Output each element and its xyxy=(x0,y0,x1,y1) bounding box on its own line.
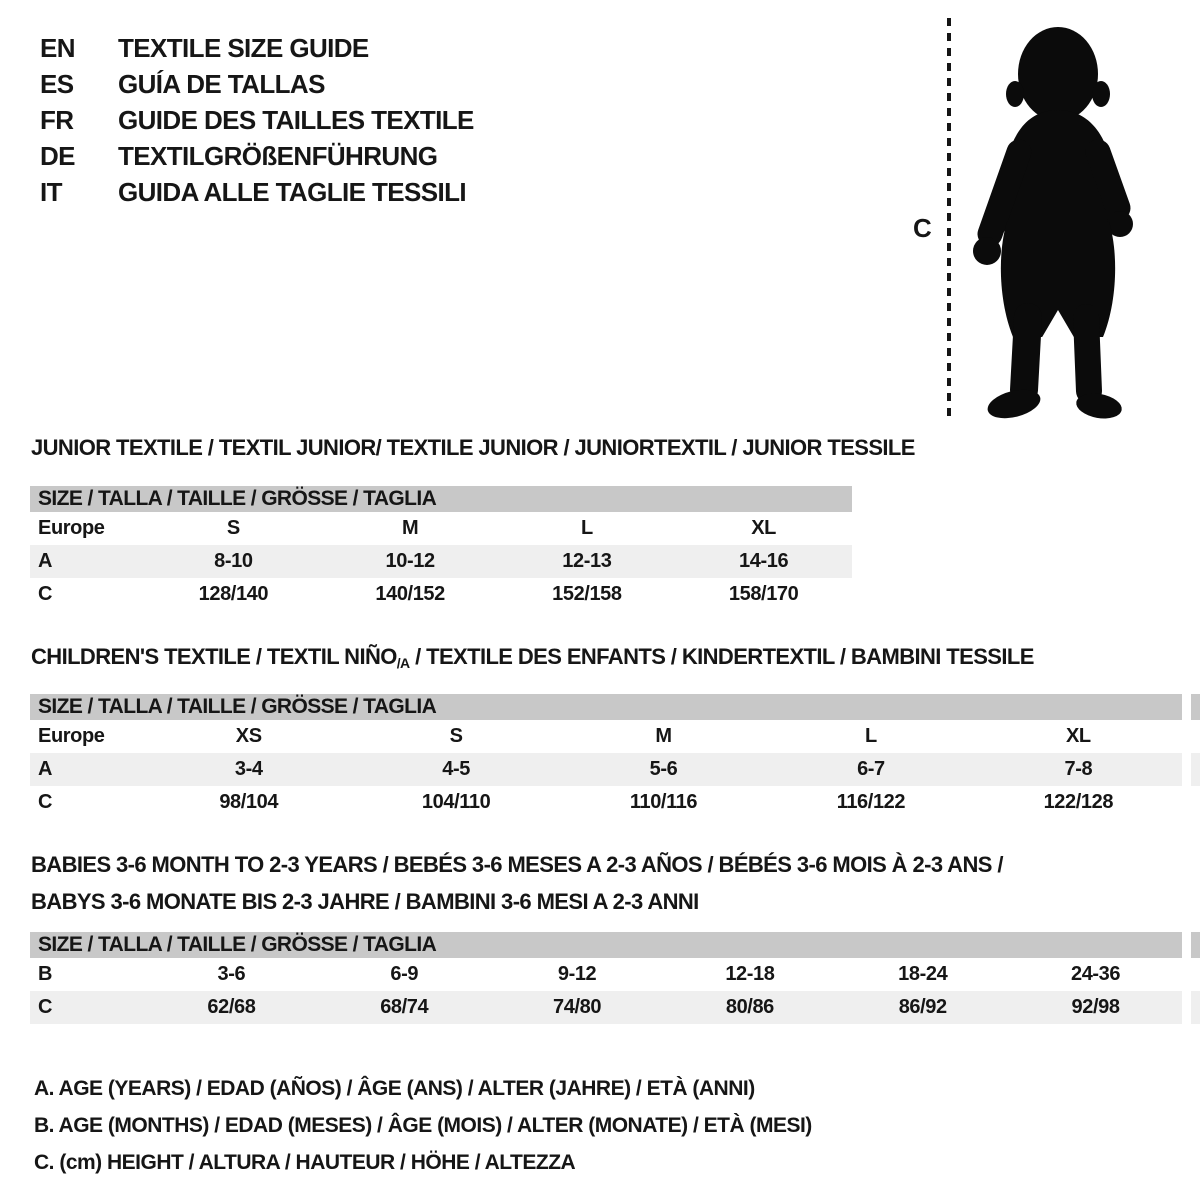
table-row xyxy=(30,545,852,578)
lang-code: IT xyxy=(40,176,62,207)
table-cell: 110/116 xyxy=(629,791,698,813)
children-table-header: SIZE / TALLA / TAILLE / GRÖSSE / TAGLIA xyxy=(30,694,1182,720)
table-cell: 4-5 xyxy=(442,758,470,780)
babies-table-header: SIZE / TALLA / TAILLE / GRÖSSE / TAGLIA xyxy=(30,932,1182,958)
table-cell: XL xyxy=(751,517,776,539)
children-title-prefix: CHILDREN'S TEXTILE / TEXTIL NIÑO xyxy=(31,644,397,669)
row-label: B xyxy=(38,963,53,985)
table-cell: 158/170 xyxy=(728,583,799,605)
lang-row-es xyxy=(40,66,474,102)
table-cell: L xyxy=(580,517,593,539)
table-cell: 92/98 xyxy=(1071,996,1120,1018)
table-cell: 122/128 xyxy=(1043,791,1114,813)
table-cell: 5-6 xyxy=(649,758,678,780)
table-row xyxy=(30,958,1182,991)
table-row xyxy=(30,720,1182,753)
junior-table-header: SIZE / TALLA / TAILLE / GRÖSSE / TAGLIA xyxy=(30,486,852,512)
lang-code: FR xyxy=(40,104,74,135)
table-cell: 3-6 xyxy=(217,963,246,985)
table-cell: 86/92 xyxy=(898,996,947,1018)
table-cell: 6-9 xyxy=(390,963,419,985)
lang-title: GUIDE DES TAILLES TEXTILE xyxy=(118,104,474,135)
table-continuation-sliver xyxy=(1191,932,1200,958)
table-cell: 6-7 xyxy=(857,758,885,780)
table-continuation-sliver xyxy=(1191,694,1200,720)
row-label: C xyxy=(38,791,53,813)
children-section-title xyxy=(31,644,1034,671)
table-cell: 7-8 xyxy=(1064,758,1093,780)
row-label: C xyxy=(38,583,53,605)
table-cell: 62/68 xyxy=(207,996,256,1018)
table-cell: XS xyxy=(235,725,262,747)
children-title-sub: /A xyxy=(396,655,410,671)
table-row xyxy=(30,991,1182,1024)
legend-line-a: A. AGE (YEARS) / EDAD (AÑOS) / ÂGE (ANS) / ALTER (JAHRE) / ETÀ (ANNI) xyxy=(34,1076,755,1100)
babies-size-table xyxy=(30,932,1182,1024)
lang-title: GUÍA DE TALLAS xyxy=(118,68,325,99)
table-continuation-sliver xyxy=(1191,991,1200,1024)
table-cell: 152/158 xyxy=(552,583,622,605)
language-title-block xyxy=(40,30,474,210)
lang-row-en xyxy=(40,30,474,66)
table-cell: M xyxy=(655,725,672,747)
table-continuation-sliver xyxy=(1191,753,1200,786)
table-cell: 10-12 xyxy=(385,550,435,572)
junior-size-table xyxy=(30,486,852,611)
legend-line-c: C. (cm) HEIGHT / ALTURA / HAUTEUR / HÖHE / ALTEZZA xyxy=(34,1150,576,1174)
table-cell: 104/110 xyxy=(421,791,491,813)
legend-line-b: B. AGE (MONTHS) / EDAD (MESES) / ÂGE (MOIS) / ALTER (MONATE) / ETÀ (MESI) xyxy=(34,1113,812,1137)
row-label: A xyxy=(38,758,53,780)
table-cell: 74/80 xyxy=(553,996,602,1018)
table-cell: 140/152 xyxy=(375,583,445,605)
lang-code: ES xyxy=(40,68,74,99)
table-cell: 14-16 xyxy=(739,550,789,572)
table-cell: 8-10 xyxy=(214,550,253,572)
table-cell: 12-18 xyxy=(725,963,775,985)
height-measure-label: C xyxy=(913,213,932,243)
lang-row-de xyxy=(40,138,474,174)
babies-section-title-line1: BABIES 3-6 MONTH TO 2-3 YEARS / BEBÉS 3-6 MESES A 2-3 AÑOS / BÉBÉS 3-6 MOIS À 2-3 ANS / xyxy=(31,852,1003,877)
lang-title: TEXTILE SIZE GUIDE xyxy=(118,32,369,63)
children-title-suffix: / TEXTILE DES ENFANTS / KINDERTEXTIL / BAMBINI TESSILE xyxy=(409,644,1034,669)
height-measure-dashed-line xyxy=(947,18,951,416)
table-row xyxy=(30,753,1182,786)
table-cell: S xyxy=(226,517,240,539)
row-label: Europe xyxy=(38,517,105,539)
table-cell: 128/140 xyxy=(198,583,269,605)
row-label: Europe xyxy=(38,725,105,747)
table-cell: 12-13 xyxy=(562,550,612,572)
lang-code: DE xyxy=(40,140,75,171)
table-cell: 9-12 xyxy=(557,963,597,985)
table-cell: XL xyxy=(1065,725,1091,747)
junior-section-title: JUNIOR TEXTILE / TEXTIL JUNIOR/ TEXTILE JUNIOR / JUNIORTEXTIL / JUNIOR TESSILE xyxy=(31,435,915,460)
children-size-table xyxy=(30,694,1182,819)
babies-section-title-line2: BABYS 3-6 MONATE BIS 2-3 JAHRE / BAMBINI 3-6 MESI A 2-3 ANNI xyxy=(31,889,699,914)
measurement-legend xyxy=(34,1070,812,1181)
table-cell: 116/122 xyxy=(836,791,906,813)
table-cell: L xyxy=(865,725,877,747)
row-label: C xyxy=(38,996,53,1018)
table-row xyxy=(30,786,1182,819)
lang-title: GUIDA ALLE TAGLIE TESSILI xyxy=(118,176,467,207)
table-cell: 24-36 xyxy=(1070,963,1121,985)
lang-code: EN xyxy=(40,32,75,63)
table-cell: S xyxy=(449,725,463,747)
lang-row-fr xyxy=(40,102,474,138)
table-cell: 18-24 xyxy=(898,963,948,985)
toddler-silhouette-icon xyxy=(962,14,1146,424)
lang-title: TEXTILGRÖßENFÜHRUNG xyxy=(118,140,438,171)
table-cell: 3-4 xyxy=(234,758,263,780)
table-row xyxy=(30,578,852,611)
table-cell: M xyxy=(401,517,419,539)
lang-row-it xyxy=(40,174,474,210)
table-cell: 80/86 xyxy=(725,996,774,1018)
row-label: A xyxy=(38,550,53,572)
table-row xyxy=(30,512,852,545)
table-cell: 98/104 xyxy=(219,791,279,813)
table-cell: 68/74 xyxy=(380,996,429,1018)
